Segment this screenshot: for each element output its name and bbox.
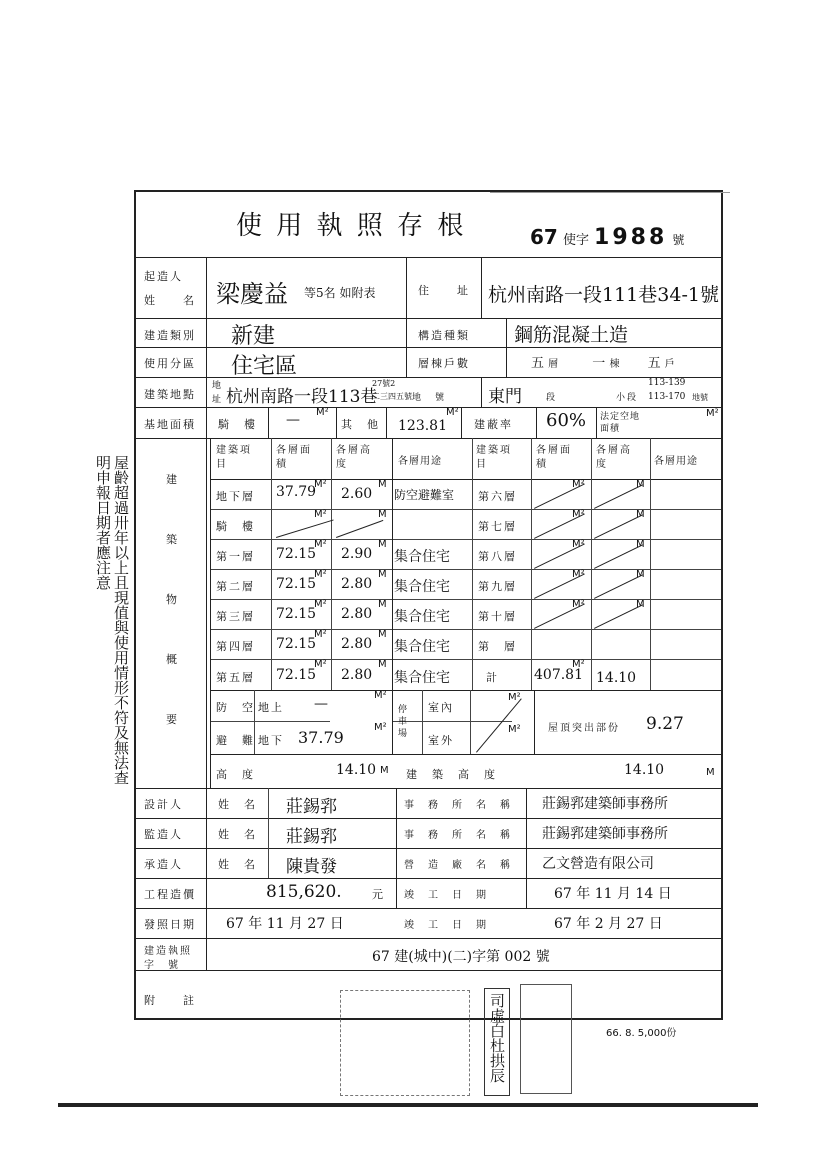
issue-label: 發照日期	[144, 918, 196, 931]
floor-use: 集合住宅	[394, 670, 450, 686]
arcade-label: 騎 樓	[218, 418, 257, 431]
floor-height: 2.80	[341, 667, 373, 683]
header-height-left: 各層高度	[336, 445, 372, 470]
floor-area: 37.79	[276, 484, 317, 500]
structure-value: 鋼筋混凝土造	[514, 324, 629, 346]
floor-name: 第五層	[216, 671, 255, 684]
floors-value: 五	[531, 356, 545, 371]
floor-name: 第四層	[216, 640, 255, 653]
arcade-value: —	[286, 412, 300, 428]
designer-org-label: 事 務 所 名 稱	[404, 800, 512, 811]
floor-area: 72.15	[276, 606, 317, 622]
supervisor-org-label: 事 務 所 名 稱	[404, 830, 512, 841]
floor-height: 2.80	[341, 576, 373, 592]
applicant-address: 杭州南路一段111巷34-1號	[488, 284, 719, 306]
floor-name: 第七層	[478, 520, 517, 533]
building-height-label: 建 築 高 度	[406, 768, 497, 781]
building-height-unit: M	[706, 767, 715, 778]
permit-value: 67 建(城中)(二)字第 002 號	[372, 949, 550, 965]
designer-name-label: 姓 名	[218, 798, 257, 811]
floor-name: 地下層	[216, 490, 255, 503]
floor-area: 407.81	[534, 667, 583, 683]
site-prefix-bottom: 址	[212, 395, 224, 405]
floor-area-unit: M²	[572, 479, 585, 490]
site-subsection-label: 小段	[616, 393, 639, 403]
parking-label: 停車場	[398, 705, 410, 739]
zone-value: 住宅區	[231, 354, 298, 379]
header-use-right: 各層用途	[654, 456, 698, 467]
floor-height-unit: M	[378, 569, 387, 580]
floor-height-unit: M	[636, 509, 645, 520]
number-suffix: 號	[672, 233, 685, 247]
start-value: 67 年 11 月 14 日	[554, 886, 672, 902]
floor-area-unit: M²	[572, 659, 585, 670]
floor-height-unit: M	[636, 479, 645, 490]
remarks-stamp	[484, 988, 510, 1096]
contractor-name: 陳貴發	[286, 857, 337, 877]
floor-name: 第二層	[216, 580, 255, 593]
floor-name: 第九層	[478, 580, 517, 593]
floor-height: 14.10	[596, 670, 637, 686]
other-value: 123.81	[398, 418, 447, 434]
floor-area: 72.15	[276, 667, 317, 683]
address-label: 住 址	[418, 284, 470, 297]
open-space-label: 法定空地面積	[600, 412, 641, 434]
floors-summary	[531, 352, 721, 371]
buildings-value: 一	[592, 356, 606, 371]
applicant-label-top: 起造人	[144, 270, 183, 283]
parking-unit-top: M²	[508, 692, 521, 703]
floor-height: 2.80	[341, 606, 373, 622]
site-land-numbers-bottom: 113-170	[648, 392, 686, 402]
shelter-label-top: 防 空	[216, 701, 255, 714]
permit-label-bottom: 字 號	[144, 960, 180, 971]
floor-use: 集合住宅	[394, 549, 450, 565]
number-value: 1988	[594, 225, 668, 250]
contractor-org-label: 營 造 廠 名 稱	[404, 860, 512, 871]
height-value: 14.10	[336, 762, 377, 778]
header-use-left: 各層用途	[398, 456, 442, 467]
header-item-right: 建築項目	[476, 445, 512, 470]
floor-name: 第六層	[478, 490, 517, 503]
floor-area-unit: M²	[314, 659, 327, 670]
floor-name: 第 層	[478, 640, 517, 653]
cost-unit: 元	[372, 888, 385, 901]
scan-bottom-rule	[58, 1103, 758, 1107]
scan-stamp-frame	[340, 990, 470, 1096]
floor-area-unit: M²	[314, 599, 327, 610]
shelter-label-bottom: 避 難	[216, 734, 255, 747]
remarks-stamp-text: 司虛白杜拱辰	[488, 993, 506, 1083]
floor-name: 第八層	[478, 550, 517, 563]
site-section-label: 段	[546, 393, 558, 403]
units-value: 五	[647, 356, 661, 371]
floor-height-unit: M	[378, 659, 387, 670]
floor-height-unit: M	[378, 509, 387, 520]
parking-indoor-label: 室內	[428, 701, 454, 714]
site-land-numbers-top: 113-139	[648, 378, 686, 388]
other-label: 其 他	[341, 418, 380, 431]
permit-label-top: 建造執照	[144, 946, 192, 957]
complete-value: 67 年 2 月 27 日	[554, 916, 663, 932]
floor-area-unit: M²	[314, 509, 327, 520]
floor-height: 2.60	[341, 486, 373, 502]
site-prefix-top: 地	[212, 381, 224, 391]
header-item-left: 建築項目	[216, 445, 252, 470]
designer-name: 莊錫郛	[286, 797, 337, 817]
roof-value: 9.27	[646, 714, 684, 734]
scan-stamp-frame-2	[520, 984, 572, 1094]
header-area-left: 各層面積	[276, 445, 312, 470]
units-unit: 戶	[664, 359, 675, 370]
applicant-name-note: 等5名 如附表	[304, 286, 376, 300]
zone-label: 使用分區	[144, 357, 196, 370]
floor-area-unit: M²	[314, 479, 327, 490]
contractor-role: 承造人	[144, 858, 183, 871]
supervisor-role: 監造人	[144, 828, 183, 841]
shelter-below-label: 地下	[258, 734, 284, 747]
roof-label: 屋頂突出部份	[548, 723, 620, 734]
site-label: 建築地點	[144, 388, 196, 401]
header-area-right: 各層面積	[536, 445, 572, 470]
site-land-label: 地號	[412, 393, 459, 403]
site-land-numbers-label: 地號	[692, 393, 708, 402]
buildings-unit: 棟	[609, 359, 620, 370]
margin-note: 屋齡超過卅年以上且現值與使用情形不符及無法查明申報日期者應注意	[94, 455, 130, 785]
floor-height: 2.90	[341, 546, 373, 562]
site-lot-bottom: 二三四五號	[372, 392, 412, 401]
open-space-unit: M²	[706, 408, 719, 419]
floor-area-unit: M²	[314, 629, 327, 640]
arcade-unit: M²	[316, 407, 329, 418]
coverage-value: 60%	[546, 410, 587, 431]
shelter-above-value: —	[314, 696, 328, 712]
floor-height-unit: M	[636, 599, 645, 610]
floor-height-unit: M	[378, 599, 387, 610]
issue-value: 67 年 11 月 27 日	[226, 916, 344, 932]
shelter-above-label: 地上	[258, 701, 284, 714]
floor-area-unit: M²	[314, 569, 327, 580]
height-label: 高 度	[216, 768, 255, 781]
other-unit: M²	[446, 407, 459, 418]
supervisor-name-label: 姓 名	[218, 828, 257, 841]
contractor-name-label: 姓 名	[218, 858, 257, 871]
parking-outdoor-label: 室外	[428, 734, 454, 747]
floor-area-unit: M²	[314, 539, 327, 550]
contractor-org: 乙文營造有限公司	[542, 856, 654, 872]
floor-table-side-label: 建築物概要	[166, 473, 179, 726]
parking-unit-bottom: M²	[508, 724, 521, 735]
building-height-value: 14.10	[624, 762, 665, 778]
permit-form	[134, 190, 723, 1020]
floor-use: 集合住宅	[394, 639, 450, 655]
supervisor-org: 莊錫郛建築師事務所	[542, 826, 668, 842]
floor-height-unit: M	[636, 569, 645, 580]
document-title: 使 用 執 照 存 根	[236, 211, 467, 241]
floor-name: 騎 樓	[216, 520, 255, 533]
cost-label: 工程造價	[144, 888, 196, 901]
number-prefix: 67	[530, 225, 558, 249]
cost-value: 815,620.	[266, 882, 342, 902]
floor-area-unit: M²	[572, 539, 585, 550]
start-label: 竣 工 日 期	[404, 890, 488, 901]
designer-role: 設計人	[144, 798, 183, 811]
site-address: 杭州南路一段113巷	[226, 387, 378, 407]
site-lot-top: 27號2	[372, 379, 396, 388]
coverage-label: 建蔽率	[474, 418, 513, 431]
floor-area-unit: M²	[572, 569, 585, 580]
floor-name: 第一層	[216, 550, 255, 563]
floor-area: 72.15	[276, 636, 317, 652]
site-section: 東門	[488, 387, 522, 407]
floor-height: 2.80	[341, 636, 373, 652]
floor-name: 第三層	[216, 610, 255, 623]
complete-label: 竣 工 日 期	[404, 920, 488, 931]
construction-type-label: 建造類別	[144, 329, 196, 342]
designer-org: 莊錫郛建築師事務所	[542, 796, 668, 812]
print-note: 66. 8. 5,000份	[606, 1028, 677, 1039]
floor-area: 72.15	[276, 576, 317, 592]
floor-area: 72.15	[276, 546, 317, 562]
floor-area-unit: M²	[572, 599, 585, 610]
shelter-below-value: 37.79	[298, 728, 344, 747]
shelter-below-unit: M²	[374, 722, 387, 733]
height-unit: M	[380, 765, 389, 776]
floor-use: 集合住宅	[394, 579, 450, 595]
applicant-name: 梁慶益	[216, 280, 288, 308]
floor-height-unit: M	[378, 629, 387, 640]
floors-label: 層棟戶數	[418, 357, 470, 370]
floor-height-unit: M	[636, 539, 645, 550]
floor-name: 第十層	[478, 610, 517, 623]
scan-top-rule	[490, 192, 730, 193]
supervisor-name: 莊錫郛	[286, 827, 337, 847]
floor-use: 防空避難室	[394, 488, 455, 502]
floors-unit: 層	[548, 359, 559, 370]
header-height-right: 各層高度	[596, 445, 632, 470]
area-label: 基地面積	[144, 418, 196, 431]
construction-type-value: 新建	[231, 324, 276, 349]
floor-name: 計	[486, 671, 499, 684]
structure-label: 構造種類	[418, 329, 470, 342]
floor-area-unit: M²	[572, 509, 585, 520]
floor-height-unit: M	[378, 479, 387, 490]
floor-use: 集合住宅	[394, 609, 450, 625]
shelter-above-unit: M²	[374, 690, 387, 701]
remarks-label: 附 註	[144, 994, 196, 1007]
applicant-label-bottom: 姓 名	[144, 294, 196, 307]
number-use: 使字	[562, 233, 589, 248]
floor-height-unit: M	[378, 539, 387, 550]
